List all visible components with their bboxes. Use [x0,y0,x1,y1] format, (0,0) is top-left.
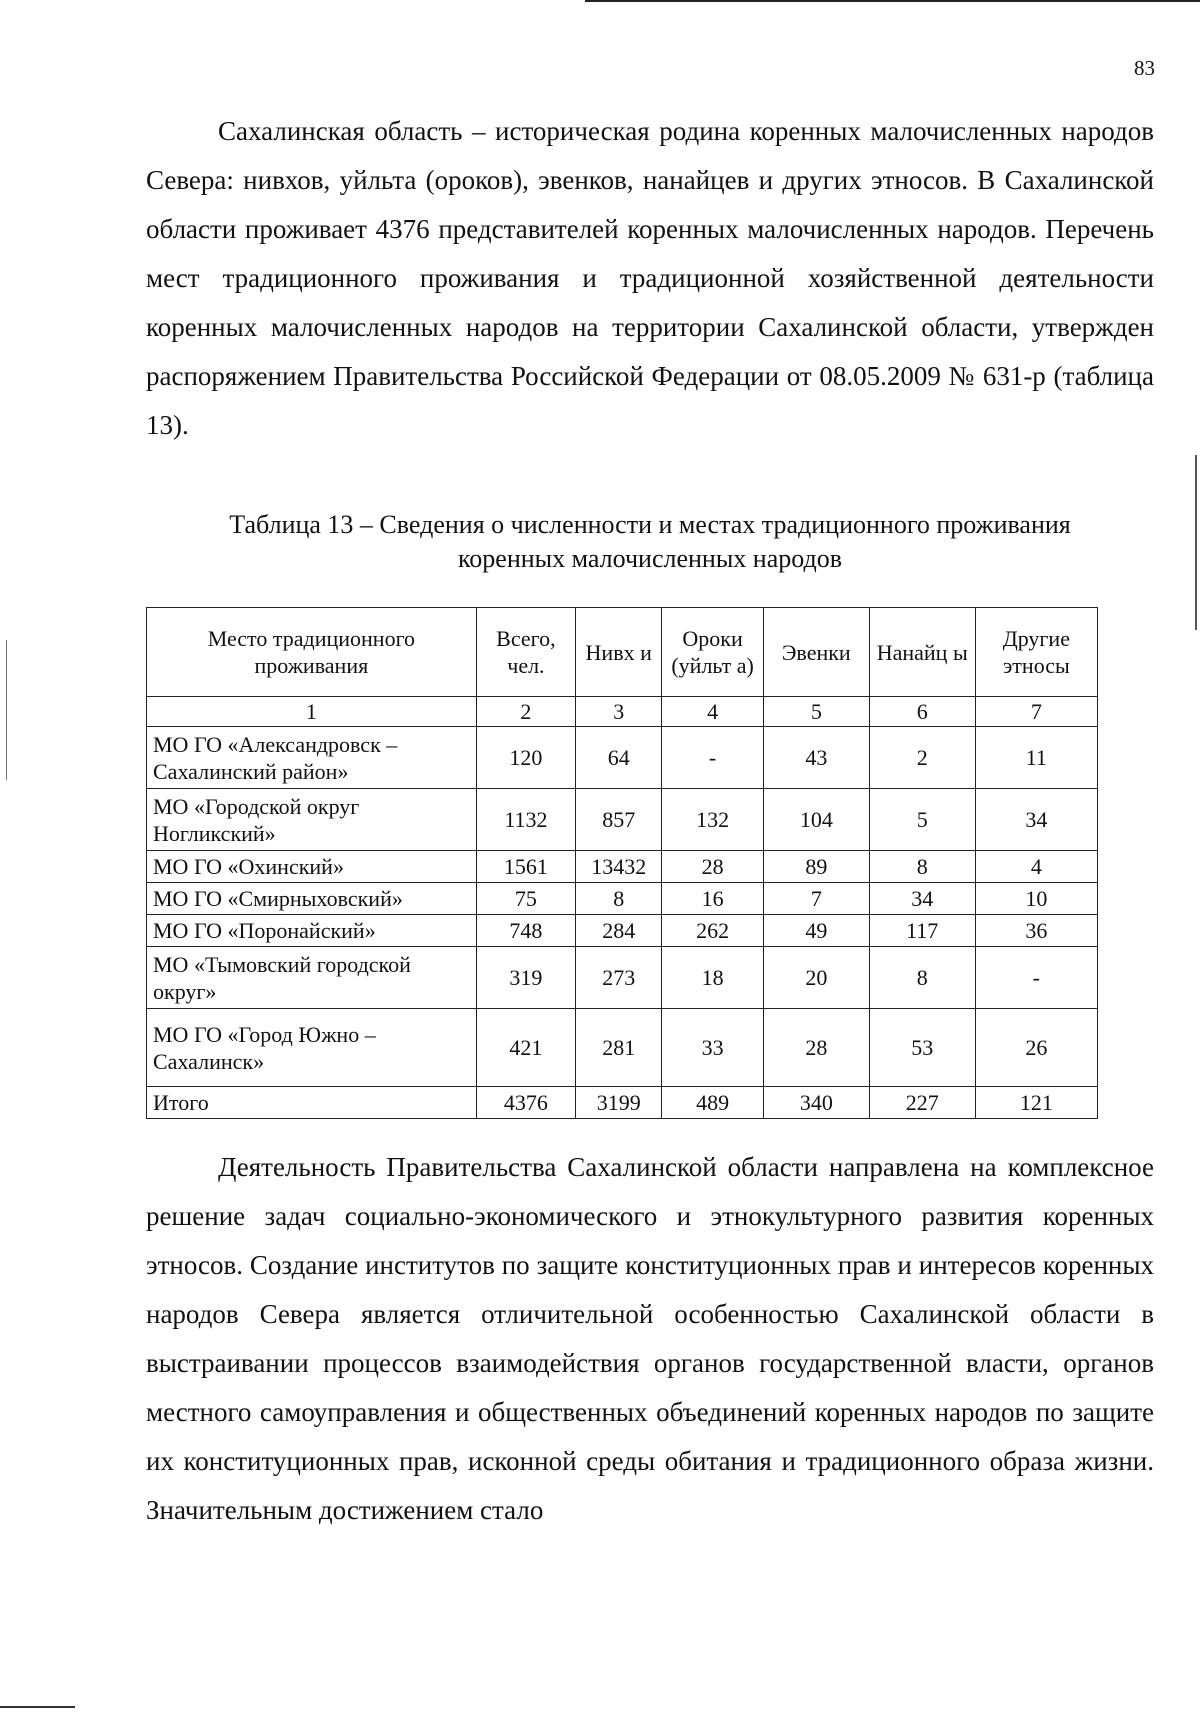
cell-place: МО ГО «Смирныховский» [147,883,477,915]
cell-evenki: 43 [763,727,869,789]
cell-oroki: 16 [662,883,764,915]
cell-total: 421 [476,1009,575,1087]
table-row [147,947,1098,1009]
table-total-row [147,1087,1098,1119]
column-number: 1 [147,697,477,727]
table-row [147,727,1098,789]
cell-evenki: 7 [763,883,869,915]
cell-oroki: 489 [662,1087,764,1119]
header-total: Всего, чел. [476,608,575,697]
cell-place: МО «Тымовский городской округ» [147,947,477,1009]
cell-place: МО ГО «Город Южно – Сахалинск» [147,1009,477,1087]
cell-nanai: 227 [869,1087,975,1119]
cell-nivkh: 281 [576,1009,662,1087]
cell-place: МО ГО «Охинский» [147,851,477,883]
cell-nanai: 5 [869,789,975,851]
cell-oroki: 18 [662,947,764,1009]
cell-place: МО ГО «Александровск – Сахалинский район» [147,727,477,789]
cell-other: 11 [975,727,1097,789]
cell-evenki: 49 [763,915,869,947]
cell-oroki: - [662,727,764,789]
table-caption [146,508,1154,576]
table-caption-line-2: коренных малочисленных народов [457,544,843,573]
cell-other: 34 [975,789,1097,851]
cell-other: 26 [975,1009,1097,1087]
header-oroki: Ороки (уйльт а) [662,608,764,697]
table-header-row [147,608,1098,697]
cell-nanai: 2 [869,727,975,789]
cell-nivkh: 284 [576,915,662,947]
cell-evenki: 28 [763,1009,869,1087]
column-number: 5 [763,697,869,727]
cell-oroki: 33 [662,1009,764,1087]
cell-nanai: 53 [869,1009,975,1087]
table-row [147,789,1098,851]
scan-edge-bottom [0,1706,75,1708]
column-number: 7 [975,697,1097,727]
column-number: 3 [576,697,662,727]
cell-oroki: 28 [662,851,764,883]
column-number: 2 [476,697,575,727]
cell-evenki: 89 [763,851,869,883]
scan-edge-top [585,0,1200,2]
cell-other: 121 [975,1087,1097,1119]
table-row [147,1009,1098,1087]
cell-oroki: 132 [662,789,764,851]
cell-total: 319 [476,947,575,1009]
paragraph-government-activity: Деятельность Правительства Сахалинской области направлена на комплексное решение задач социально-экономического и этнокультурного развития коренных этносов. Создание институтов по защите конституционных прав и интересов коренных народов Севера является отличительной особенностью Сахалинской области в выстраивании процессов взаимодействия органов государственной власти, органов местного самоуправления и общественных объединений коренных народов по защите их конституционных прав, исконной среды обитания и традиционного образа жизни. Значительным достижением стало [146,1152,1154,1525]
cell-total: 748 [476,915,575,947]
header-evenki: Эвенки [763,608,869,697]
table-row [147,915,1098,947]
cell-evenki: 104 [763,789,869,851]
cell-nanai: 8 [869,851,975,883]
cell-nivkh: 273 [576,947,662,1009]
cell-place: Итого [147,1087,477,1119]
column-number: 6 [869,697,975,727]
column-number: 4 [662,697,764,727]
cell-other: 4 [975,851,1097,883]
cell-place: МО «Городской округ Ногликский» [147,789,477,851]
cell-nanai: 117 [869,915,975,947]
cell-other: 36 [975,915,1097,947]
table-caption-line-1: Таблица 13 – Сведения о численности и местах традиционного проживания [229,510,1071,539]
column-number-row [147,697,1098,727]
cell-total: 120 [476,727,575,789]
cell-total: 1561 [476,851,575,883]
cell-nivkh: 8 [576,883,662,915]
cell-nanai: 8 [869,947,975,1009]
table-row [147,851,1098,883]
cell-nanai: 34 [869,883,975,915]
cell-evenki: 340 [763,1087,869,1119]
header-other: Другие этносы [975,608,1097,697]
cell-other: - [975,947,1097,1009]
scan-edge-left [6,640,7,780]
cell-oroki: 262 [662,915,764,947]
header-nanai: Нанайц ы [869,608,975,697]
cell-total: 1132 [476,789,575,851]
cell-nivkh: 13432 [576,851,662,883]
header-place: Место традиционного проживания [147,608,477,697]
table-row [147,883,1098,915]
cell-place: МО ГО «Поронайский» [147,915,477,947]
cell-nivkh: 3199 [576,1087,662,1119]
scan-edge-right [1195,455,1197,630]
cell-evenki: 20 [763,947,869,1009]
cell-nivkh: 64 [576,727,662,789]
cell-total: 75 [476,883,575,915]
population-table [146,607,1098,1119]
cell-other: 10 [975,883,1097,915]
cell-total: 4376 [476,1087,575,1119]
cell-nivkh: 857 [576,789,662,851]
paragraph-intro: Сахалинская область – историческая родина коренных малочисленных народов Севера: нивхов, уйльта (ороков), эвенков, нанайцев и других этносов. В Сахалинской области проживает 4376 представителей коренных малочисленных народов. Перечень мест традиционного проживания и традиционной хозяйственной деятельности коренных малочисленных народов на территории Сахалинской области, утвержден распоряжением Правительства Российской Федерации от 08.05.2009 № 631-р (таблица 13). [146,116,1154,440]
header-nivkh: Нивх и [576,608,662,697]
page-number: 83 [1134,56,1155,80]
